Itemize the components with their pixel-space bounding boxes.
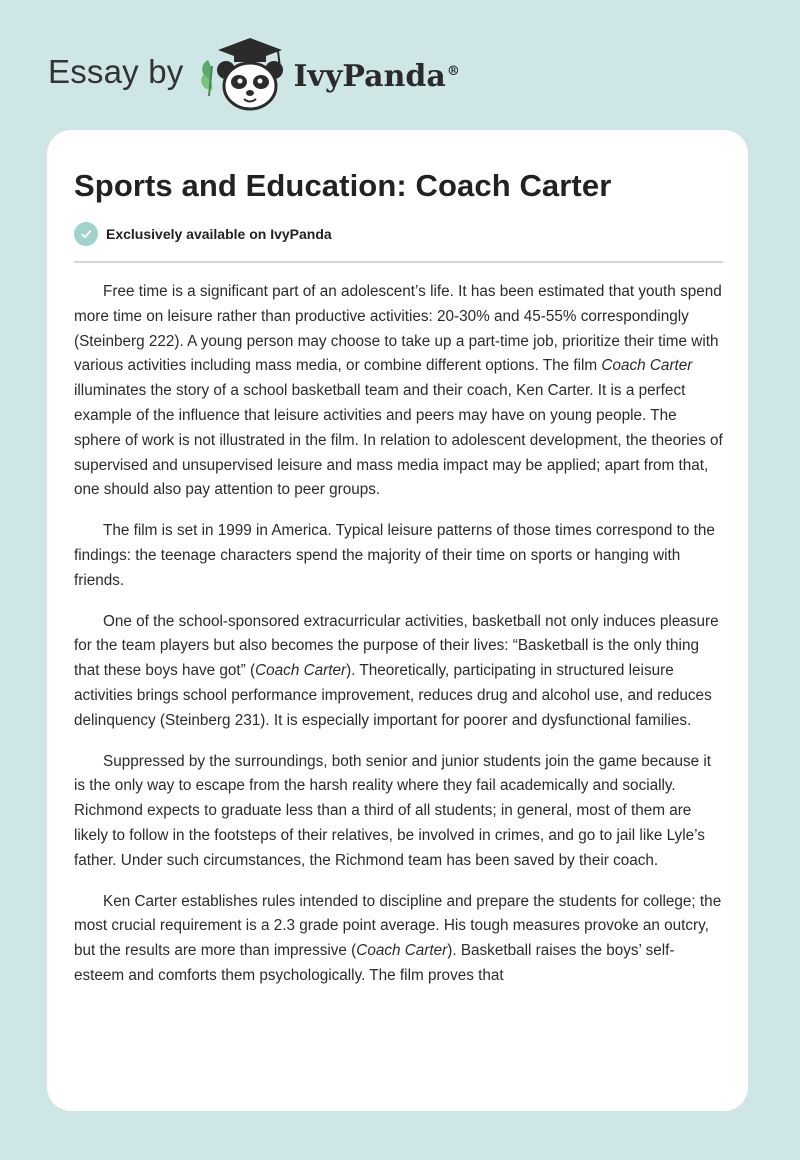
panda-graduate-icon [196, 36, 292, 112]
paragraph-text: One of the school-sponsored extracurricular activities, basketball not only induces pleasure for the team players but also becomes the purpose of their lives: “Basketball is the only thing that these boys have got” ( [74, 612, 719, 680]
paragraph-text: ). Basketball raises the boys’ self-esteem and comforts them psychologically. The film proves that [74, 942, 675, 984]
brand-prefix: Essay by [48, 53, 184, 90]
film-title-italic: Coach Carter [601, 357, 693, 375]
essay-body [74, 280, 724, 1005]
paragraph-text: The film is set in 1999 in America. Typical leisure patterns of those times correspond to the findings: the teenage characters spend the majority of their time on sports or hanging with friends. [74, 522, 715, 589]
brand-name [294, 59, 460, 94]
exclusive-badge [74, 222, 332, 246]
essay-paragraph [74, 890, 724, 989]
paragraph-text: Suppressed by the surroundings, both senior and junior students join the game because it is the only way to escape from the harsh reality where they fail academically and socially. Richmond expects to graduate less than a third of all students; in general, most of them are likely to follow in the footsteps of their relatives, be involved in crimes, and go to jail like Lyle’s father. Under such circumstances, the Richmond team has been saved by their coach. [74, 752, 712, 869]
brand-header[interactable] [48, 36, 460, 112]
essay-card [47, 130, 748, 1111]
divider [74, 261, 723, 263]
film-title-italic: Coach Carter [255, 662, 347, 680]
exclusive-label: Exclusively available on IvyPanda [106, 226, 332, 242]
page-title: Sports and Education: Coach Carter [74, 168, 612, 203]
paragraph-text: Free time is a significant part of an adolescent’s life. It has been estimated that youth spend more time on leisure rather than productive activities: 20-30% and 45-55% correspondingly (Steinberg 222). A young person may choose to take up a part-time job, prioritize their time with various activities including mass media, or combine different options. The film [74, 283, 722, 375]
essay-paragraph [74, 750, 724, 874]
check-icon [74, 222, 98, 246]
brand-name-text: IvyPanda [293, 58, 446, 94]
registered-mark: ® [446, 63, 460, 79]
essay-paragraph [74, 280, 724, 503]
film-title-italic: Coach Carter [356, 942, 448, 960]
essay-paragraph [74, 519, 724, 593]
paragraph-text: illuminates the story of a school basketball team and their coach, Ken Carter. It is a perfect example of the influence that leisure activities and peers may have on young people. The sphere of work is not illustrated in the film. In relation to adolescent development, the theories of supervised and unsupervised leisure and mass media impact may be applied; apart from that, one should also pay attention to peer groups. [74, 382, 723, 499]
paragraph-text: Ken Carter establishes rules intended to discipline and prepare the students for college; the most crucial requirement is a 2.3 grade point average. His tough measures provoke an outcry, but the results are more than impressive ( [74, 892, 722, 960]
essay-paragraph [74, 610, 724, 734]
paragraph-text: ). Theoretically, participating in structured leisure activities brings school performance improvement, reduces drug and alcohol use, and reduces delinquency (Steinberg 231). It is especially important for poorer and dysfunctional families. [74, 662, 712, 729]
